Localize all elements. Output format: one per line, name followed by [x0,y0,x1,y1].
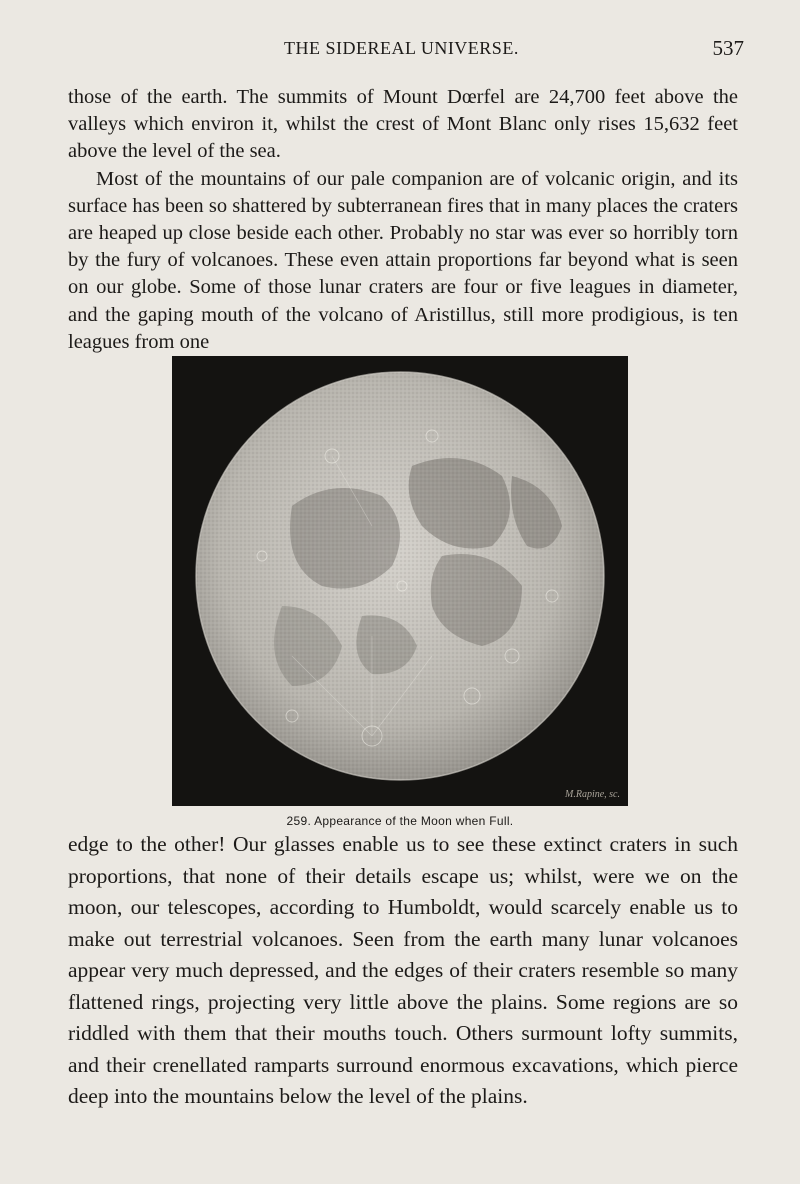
paragraph-top [68,84,738,356]
page-header [0,36,800,66]
paragraph-bottom: edge to the other! Our glasses enable us to see these extinct craters in such proportions, that none of their details escape us; whilst, were we on the moon, our telescopes, according to Humboldt, would scarcely enable us to make out terrestrial volcanoes. Seen from the earth many lunar volcanoes appear very much depressed, and the edges of their craters resemble so many flattened rings, projecting very little above the plains. Some regions are so riddled with them that their mouths touch. Others surmount lofty summits, and their crenellated ramparts surround enormous excavations, which pierce deep into the mountains below the level of the plains. [68,832,738,1108]
engraver-signature: M.Rapine, sc. [565,789,620,800]
moon-illustration [172,356,628,806]
running-head: THE SIDEREAL UNIVERSE. [284,38,519,58]
paragraph-volcanic-origin: Most of the mountains of our pale companion are of volcanic origin, and its surface has been so shattered by subterranean fires that in many places the craters are heaped up close beside each other. Probably no star was ever so horribly torn by the fury of volcanoes. These even attain proportions far beyond what is seen on our globe. Some of those lunar craters are four or five leagues in diameter, and the gaping mouth of the volcano of Aristillus, still more prodigious, is ten leagues from one [68,167,738,353]
figure-caption: 259. Appearance of the Moon when Full. [286,814,514,828]
page-number: 537 [712,36,744,60]
paragraph-continuation: those of the earth. The summits of Mount Dœrfel are 24,700 feet above the valleys which environ it, whilst the crest of Mont Blanc only rises 15,632 feet above the level of the sea. [68,86,738,163]
full-moon-engraving [172,356,628,806]
